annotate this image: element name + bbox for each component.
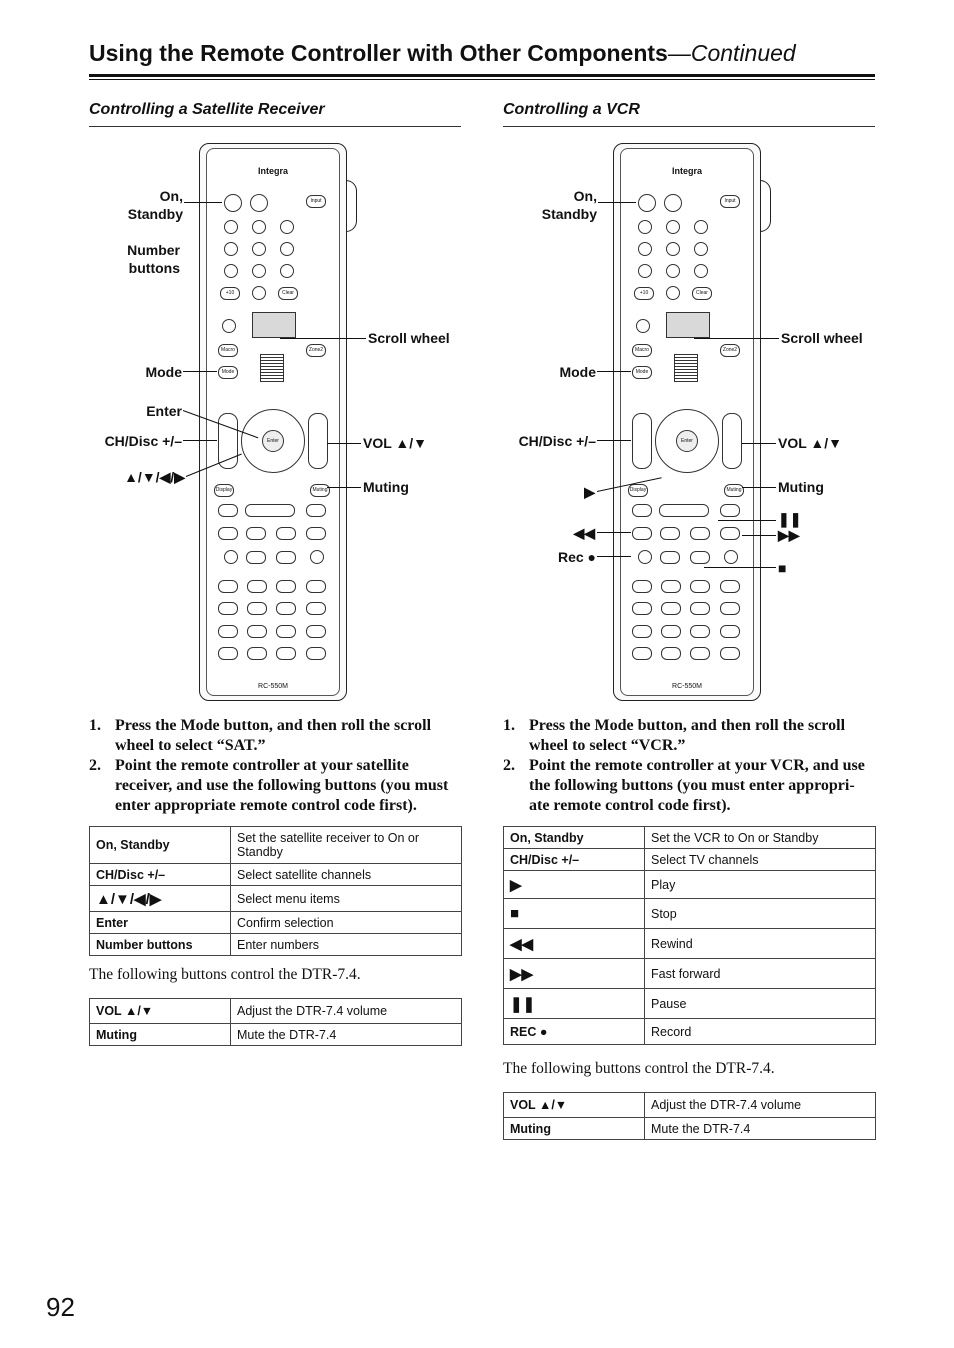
callout-play: ▶ bbox=[584, 484, 595, 500]
vcr-step bbox=[503, 756, 873, 816]
custom-button bbox=[222, 319, 236, 333]
rewind-button bbox=[632, 527, 652, 540]
callout-on-standby-vcr bbox=[514, 187, 597, 223]
callout-rec: Rec ● bbox=[557, 549, 596, 565]
standby-button bbox=[664, 194, 682, 212]
callout-line-on-standby bbox=[184, 202, 222, 203]
step-fwd-button bbox=[690, 551, 710, 564]
digit-9 bbox=[694, 264, 708, 278]
digit-7 bbox=[224, 264, 238, 278]
vcr-heading: Controlling a VCR bbox=[503, 101, 640, 118]
mode-button: Mode bbox=[218, 366, 238, 379]
ff-button bbox=[720, 527, 740, 540]
callout-line-stop bbox=[704, 567, 776, 568]
digit-9 bbox=[280, 264, 294, 278]
input-button: Input bbox=[720, 195, 740, 208]
table-row bbox=[90, 1024, 462, 1046]
table-value: Select TV channels bbox=[645, 849, 876, 871]
direct-button bbox=[661, 602, 681, 615]
table-row bbox=[504, 989, 876, 1019]
remote-illustration-satellite bbox=[199, 143, 347, 701]
pause-button bbox=[246, 527, 266, 540]
rewind-button bbox=[218, 527, 238, 540]
table-key: Enter bbox=[90, 912, 231, 934]
table-key: ▶ bbox=[504, 871, 645, 899]
table-row bbox=[504, 899, 876, 929]
table-value: Mute the DTR-7.4 bbox=[231, 1024, 462, 1046]
ch-sel-button bbox=[247, 625, 267, 638]
satellite-function-table bbox=[89, 826, 462, 956]
step-number: 1. bbox=[503, 717, 515, 734]
callout-line-rec bbox=[597, 556, 631, 557]
random-button bbox=[724, 550, 738, 564]
callout-rewind: ◀◀ bbox=[573, 525, 595, 541]
remote-model: RC-550M bbox=[258, 683, 288, 690]
thx-button bbox=[247, 580, 267, 593]
table-value: Mute the DTR-7.4 bbox=[645, 1118, 876, 1140]
callout-line-ch-disc bbox=[183, 440, 217, 441]
table-row bbox=[504, 1093, 876, 1118]
satellite-steps bbox=[89, 716, 459, 816]
remote-illustration-vcr bbox=[613, 143, 761, 701]
satellite-dtr-table bbox=[89, 998, 462, 1046]
macro-button: Macro bbox=[632, 344, 652, 357]
table-row bbox=[504, 871, 876, 899]
callout-line-ch-disc-vcr bbox=[597, 440, 631, 441]
title-rule-thin bbox=[89, 79, 875, 80]
muting-button: Muting bbox=[724, 484, 744, 497]
callout-pause: ❚❚ bbox=[778, 511, 802, 527]
custom-button bbox=[636, 319, 650, 333]
callout-on-standby bbox=[100, 187, 183, 223]
digit-0 bbox=[666, 286, 680, 300]
digit-4 bbox=[638, 242, 652, 256]
dsp-left-button bbox=[276, 602, 296, 615]
table-key: ▶▶ bbox=[504, 959, 645, 989]
pure-a-button bbox=[632, 602, 652, 615]
play-button bbox=[659, 504, 709, 517]
remote-display-screen bbox=[666, 312, 710, 338]
stereo-button bbox=[720, 580, 740, 593]
table-value: Adjust the DTR-7.4 volume bbox=[231, 999, 462, 1024]
callout-muting: Muting bbox=[363, 479, 409, 495]
step-text: Point the remote controller at your satellite receiver, and use the following buttons (you must enter appropriate remote control code first). bbox=[115, 757, 449, 814]
digit-8 bbox=[666, 264, 680, 278]
callout-line-vol-vcr bbox=[742, 443, 776, 444]
table-value: Adjust the DTR-7.4 volume bbox=[645, 1093, 876, 1118]
callout-number-buttons-text: Number buttons bbox=[127, 242, 180, 276]
callout-enter: Enter bbox=[146, 403, 182, 419]
zone2-button: Zone2 bbox=[306, 344, 326, 357]
remote-side-bulge bbox=[346, 180, 357, 232]
callout-muting-vcr: Muting bbox=[778, 479, 824, 495]
level-minus-button bbox=[690, 625, 710, 638]
rec-button bbox=[224, 550, 238, 564]
callout-number-buttons bbox=[90, 241, 180, 277]
table-value: Select menu items bbox=[231, 886, 462, 912]
callout-line-mode-vcr bbox=[597, 371, 631, 372]
scroll-wheel bbox=[674, 354, 698, 382]
callout-line-scroll-wheel bbox=[280, 338, 366, 339]
page-number: 92 bbox=[46, 1292, 75, 1322]
step-number: 1. bbox=[89, 717, 101, 734]
display-button: Display bbox=[628, 484, 648, 497]
table-value: Record bbox=[645, 1019, 876, 1045]
digit-2 bbox=[666, 220, 680, 234]
play-button bbox=[245, 504, 295, 517]
transport-prev bbox=[632, 504, 652, 517]
on-button bbox=[638, 194, 656, 212]
digit-0 bbox=[252, 286, 266, 300]
digit-7 bbox=[638, 264, 652, 278]
table-value: Stop bbox=[645, 899, 876, 929]
stop-button bbox=[690, 527, 710, 540]
level-minus-button bbox=[276, 625, 296, 638]
remote-model: RC-550M bbox=[672, 683, 702, 690]
step-text: Point the remote controller at your VCR, and use the following buttons (you must enter appropri-ate remote control code first). bbox=[529, 757, 865, 814]
table-key: ▲/▼/◀/▶ bbox=[90, 886, 231, 912]
satellite-dtr-note: The following buttons control the DTR-7.4. bbox=[89, 966, 361, 983]
title-continued: —Continued bbox=[667, 40, 796, 66]
table-value: Select satellite channels bbox=[231, 864, 462, 886]
table-row bbox=[90, 999, 462, 1024]
plus10-button: +10 bbox=[634, 287, 654, 300]
callout-scroll-wheel: Scroll wheel bbox=[368, 330, 450, 346]
on-button bbox=[224, 194, 242, 212]
callout-line-vol bbox=[327, 443, 361, 444]
step-text: Press the Mode button, and then roll the scroll wheel to select “SAT.” bbox=[115, 717, 432, 754]
page-title bbox=[89, 40, 796, 67]
surround-button bbox=[632, 580, 652, 593]
callout-line-ff bbox=[742, 535, 776, 536]
muting-button: Muting bbox=[310, 484, 330, 497]
table-value: Rewind bbox=[645, 929, 876, 959]
step-back-button bbox=[660, 551, 680, 564]
title-main: Using the Remote Controller with Other Components bbox=[89, 40, 668, 66]
pure-a-button bbox=[218, 602, 238, 615]
table-key: REC ● bbox=[504, 1019, 645, 1045]
remote-brand: Integra bbox=[257, 166, 288, 176]
ch-sel-button bbox=[661, 625, 681, 638]
table-key: ◀◀ bbox=[504, 929, 645, 959]
callout-ch-disc-vcr: CH/Disc +/– bbox=[518, 433, 596, 449]
digit-4 bbox=[224, 242, 238, 256]
digit-8 bbox=[252, 264, 266, 278]
mode-button: Mode bbox=[632, 366, 652, 379]
satellite-step bbox=[89, 756, 459, 816]
level-plus-button bbox=[720, 625, 740, 638]
digit-2 bbox=[252, 220, 266, 234]
vcr-step bbox=[503, 716, 873, 756]
ff-button bbox=[306, 527, 326, 540]
table-value: Set the satellite receiver to On or Standby bbox=[231, 827, 462, 864]
table-key: ❚❚ bbox=[504, 989, 645, 1019]
table-row bbox=[90, 912, 462, 934]
callout-ch-disc: CH/Disc +/– bbox=[104, 433, 182, 449]
table-row bbox=[90, 934, 462, 956]
table-value: Enter numbers bbox=[231, 934, 462, 956]
eject-button bbox=[632, 647, 652, 660]
step-number: 2. bbox=[503, 757, 515, 774]
digit-1 bbox=[638, 220, 652, 234]
ch-disc-rocker bbox=[632, 413, 652, 469]
surround-button bbox=[218, 580, 238, 593]
allch-button bbox=[690, 580, 710, 593]
digit-3 bbox=[280, 220, 294, 234]
table-key: ■ bbox=[504, 899, 645, 929]
callout-line-scroll-wheel-vcr bbox=[694, 338, 779, 339]
audio-sel-button bbox=[661, 647, 681, 660]
step-fwd-button bbox=[276, 551, 296, 564]
vcr-dtr-note: The following buttons control the DTR-7.4. bbox=[503, 1060, 775, 1077]
satellite-heading-rule bbox=[89, 126, 461, 127]
callout-line-mode bbox=[183, 371, 217, 372]
vcr-heading-rule bbox=[503, 126, 875, 127]
table-key: Number buttons bbox=[90, 934, 231, 956]
direct-button bbox=[247, 602, 267, 615]
remote-side-bulge bbox=[760, 180, 771, 232]
macro-button: Macro bbox=[218, 344, 238, 357]
stereo-button bbox=[306, 580, 326, 593]
thx-button bbox=[661, 580, 681, 593]
callout-mode: Mode bbox=[145, 364, 182, 380]
table-key: CH/Disc +/– bbox=[90, 864, 231, 886]
satellite-step bbox=[89, 716, 459, 756]
table-key: On, Standby bbox=[504, 827, 645, 849]
table-row bbox=[90, 886, 462, 912]
remote-brand: Integra bbox=[671, 166, 702, 176]
table-row bbox=[504, 929, 876, 959]
late-night-button bbox=[276, 647, 296, 660]
scroll-wheel bbox=[260, 354, 284, 382]
rec-button bbox=[638, 550, 652, 564]
digit-5 bbox=[666, 242, 680, 256]
callout-mode-vcr: Mode bbox=[559, 364, 596, 380]
remote-display-screen bbox=[252, 312, 296, 338]
callout-arrows: ▲/▼/◀/▶ bbox=[124, 469, 185, 485]
late-night-button bbox=[690, 647, 710, 660]
dsp-left-button bbox=[690, 602, 710, 615]
random-button bbox=[310, 550, 324, 564]
digit-1 bbox=[224, 220, 238, 234]
table-key: Muting bbox=[90, 1024, 231, 1046]
table-row bbox=[504, 849, 876, 871]
transport-prev bbox=[218, 504, 238, 517]
transport-next bbox=[720, 504, 740, 517]
table-row bbox=[504, 1118, 876, 1140]
callout-stop: ■ bbox=[778, 560, 787, 576]
step-number: 2. bbox=[89, 757, 101, 774]
title-rule bbox=[89, 74, 875, 77]
table-key: VOL ▲/▼ bbox=[504, 1093, 645, 1118]
clear-button: Clear bbox=[692, 287, 712, 300]
zone2-button: Zone2 bbox=[720, 344, 740, 357]
re-eq-button bbox=[306, 647, 326, 660]
callout-on-standby-text: On, Standby bbox=[127, 188, 183, 222]
vcr-steps bbox=[503, 716, 873, 816]
callout-vol-vcr: VOL ▲/▼ bbox=[778, 435, 843, 451]
eject-button bbox=[218, 647, 238, 660]
table-key: CH/Disc +/– bbox=[504, 849, 645, 871]
digit-5 bbox=[252, 242, 266, 256]
audio-sel-button bbox=[247, 647, 267, 660]
table-row bbox=[504, 1019, 876, 1045]
dsp-right-button bbox=[306, 602, 326, 615]
table-row bbox=[90, 827, 462, 864]
stop-button bbox=[276, 527, 296, 540]
standby-button bbox=[250, 194, 268, 212]
digit-6 bbox=[280, 242, 294, 256]
test-tone-button bbox=[218, 625, 238, 638]
re-eq-button bbox=[720, 647, 740, 660]
vcr-function-table bbox=[503, 826, 876, 1045]
table-value: Pause bbox=[645, 989, 876, 1019]
step-back-button bbox=[246, 551, 266, 564]
vcr-dtr-table bbox=[503, 1092, 876, 1140]
table-key: On, Standby bbox=[90, 827, 231, 864]
callout-line-muting bbox=[327, 487, 361, 488]
vol-rocker bbox=[308, 413, 328, 469]
pause-button bbox=[660, 527, 680, 540]
callout-ff: ▶▶ bbox=[778, 527, 800, 543]
table-value: Play bbox=[645, 871, 876, 899]
digit-6 bbox=[694, 242, 708, 256]
table-row bbox=[504, 827, 876, 849]
table-value: Confirm selection bbox=[231, 912, 462, 934]
callout-scroll-wheel-vcr: Scroll wheel bbox=[781, 330, 863, 346]
table-value: Fast forward bbox=[645, 959, 876, 989]
callout-line-pause bbox=[718, 520, 776, 521]
callout-line-muting-vcr bbox=[742, 487, 776, 488]
allch-button bbox=[276, 580, 296, 593]
dsp-right-button bbox=[720, 602, 740, 615]
transport-next bbox=[306, 504, 326, 517]
enter-button: Enter bbox=[262, 430, 284, 452]
satellite-heading: Controlling a Satellite Receiver bbox=[89, 101, 325, 118]
plus10-button: +10 bbox=[220, 287, 240, 300]
input-button: Input bbox=[306, 195, 326, 208]
table-key: Muting bbox=[504, 1118, 645, 1140]
digit-3 bbox=[694, 220, 708, 234]
callout-vol: VOL ▲/▼ bbox=[363, 435, 428, 451]
clear-button: Clear bbox=[278, 287, 298, 300]
enter-button: Enter bbox=[676, 430, 698, 452]
test-tone-button bbox=[632, 625, 652, 638]
table-row bbox=[504, 959, 876, 989]
table-value: Set the VCR to On or Standby bbox=[645, 827, 876, 849]
callout-line-on-standby-vcr bbox=[598, 202, 636, 203]
table-key: VOL ▲/▼ bbox=[90, 999, 231, 1024]
table-row bbox=[90, 864, 462, 886]
callout-on-standby-vcr-text: On, Standby bbox=[541, 188, 597, 222]
level-plus-button bbox=[306, 625, 326, 638]
display-button: Display bbox=[214, 484, 234, 497]
step-text: Press the Mode button, and then roll the scroll wheel to select “VCR.” bbox=[529, 717, 846, 754]
vol-rocker bbox=[722, 413, 742, 469]
callout-line-rewind bbox=[597, 532, 631, 533]
